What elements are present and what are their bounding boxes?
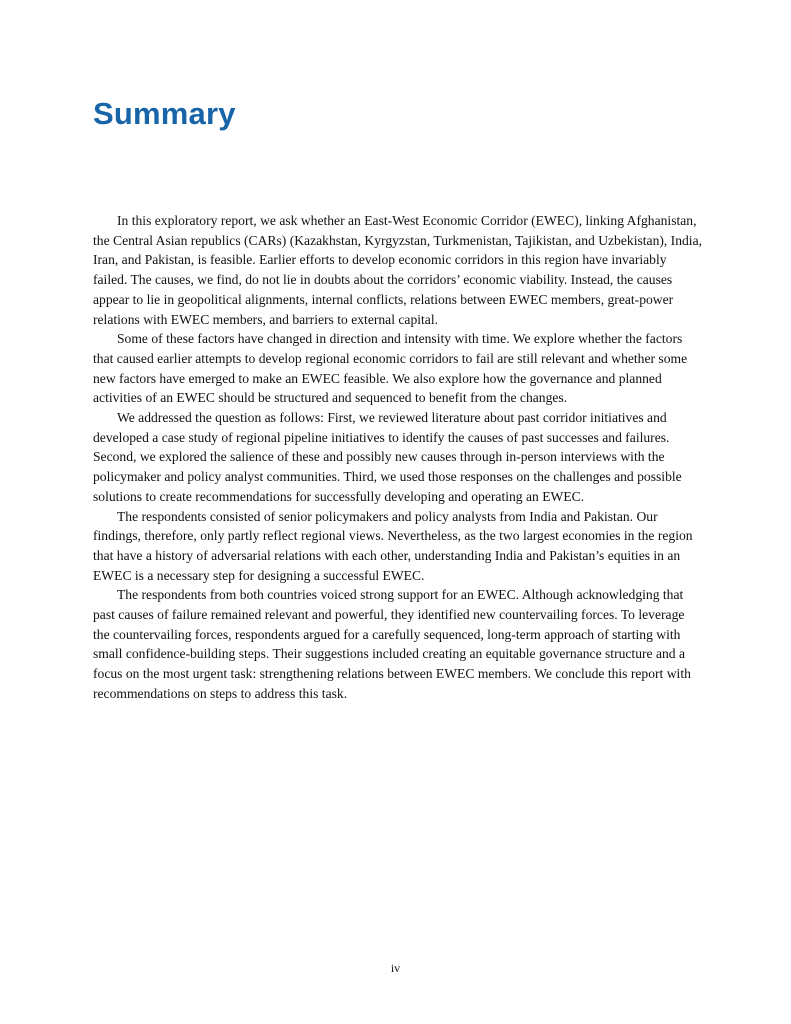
summary-body — [93, 211, 703, 704]
page-title: Summary — [93, 96, 236, 131]
paragraph: In this exploratory report, we ask whether an East-West Economic Corridor (EWEC), linking Afghanistan, the Central Asian republics (CARs) (Kazakhstan, Kyrgyzstan, Turkmenistan, Tajikistan, and Uzbekistan), India, Iran, and Pakistan, is feasible. Earlier efforts to develop economic corridors in this region have invariably failed. The causes, we find, do not lie in doubts about the corridors’ economic viability. Instead, the causes appear to lie in geopolitical alignments, internal conflicts, relations between EWEC members, great-power relations with EWEC members, and barriers to external capital. — [93, 213, 703, 327]
page-number: iv — [390, 961, 401, 975]
paragraph: The respondents from both countries voiced strong support for an EWEC. Although acknowledging that past causes of failure remained relevant and powerful, they identified new countervailing forces. To leverage the countervailing forces, respondents argued for a carefully sequenced, long-term approach of starting with small confidence-building steps. Their suggestions included creating an equitable governance structure and a focus on the most urgent task: strengthening relations between EWEC members. We conclude this report with recommendations on steps to address this task. — [93, 587, 691, 701]
paragraph: Some of these factors have changed in direction and intensity with time. We explore whether the factors that caused earlier attempts to develop regional economic corridors to fail are still relevant and whether some new factors have emerged to make an EWEC feasible. We also explore how the governance and planned activities of an EWEC should be structured and sequenced to benefit from the changes. — [93, 331, 688, 406]
paragraph: The respondents consisted of senior policymakers and policy analysts from India and Pakistan. Our findings, therefore, only partly reflect regional views. Nevertheless, as the two largest economies in the region that have a history of adversarial relations with each other, understanding India and Pakistan’s equities in an EWEC is a necessary step for designing a successful EWEC. — [93, 508, 693, 583]
paragraph: We addressed the question as follows: First, we reviewed literature about past corridor initiatives and developed a case study of regional pipeline initiatives to identify the causes of past successes and failures. Second, we explored the salience of these and possibly new causes through in-person interviews with the policymaker and policy analyst communities. Third, we used those responses on the challenges and possible solutions to create recommendations for successfully developing and operating an EWEC. — [93, 410, 682, 504]
